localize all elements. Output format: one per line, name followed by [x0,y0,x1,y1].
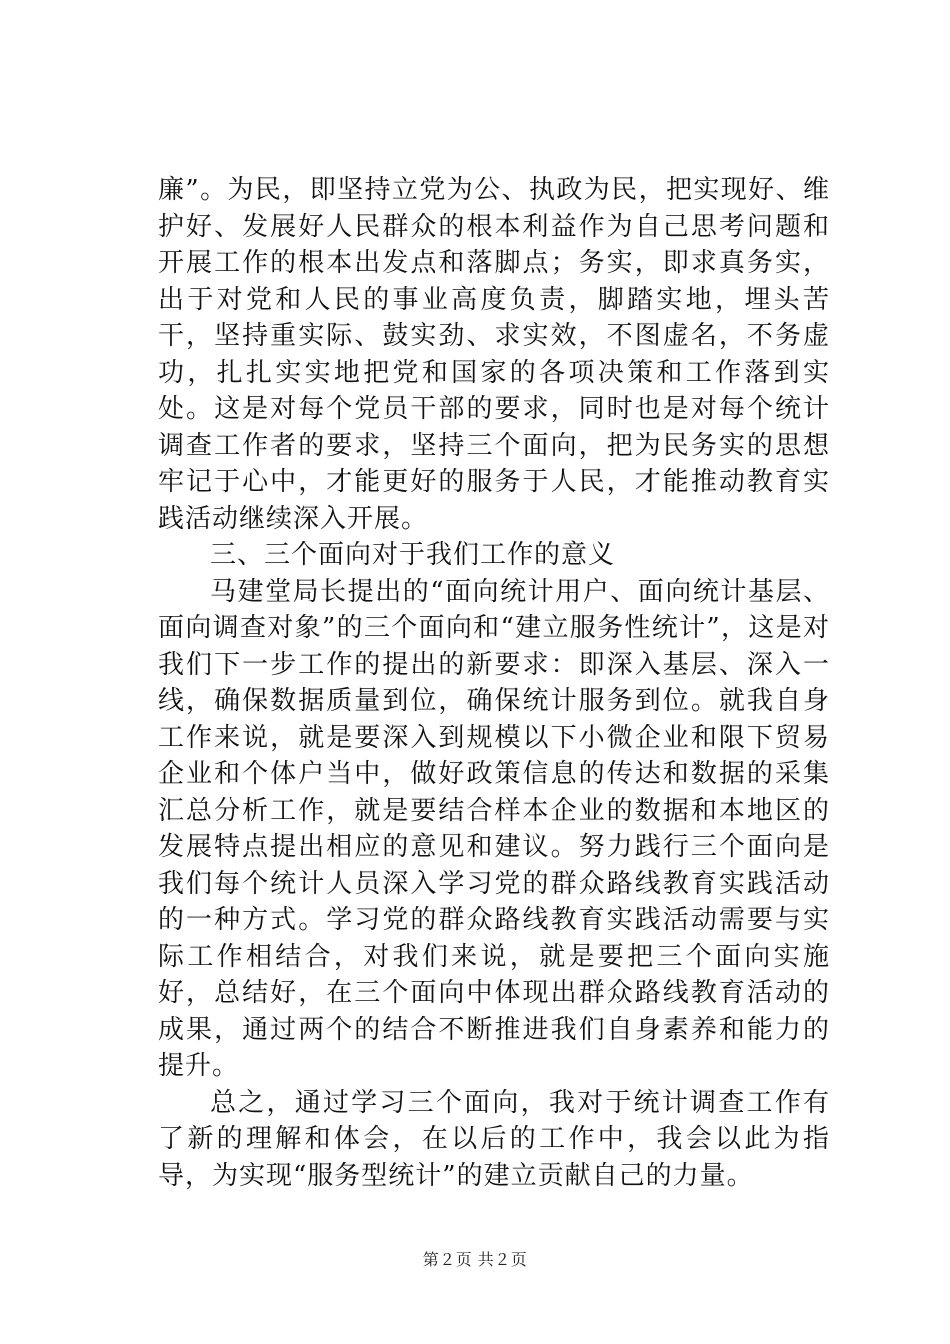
paragraph-conclusion: 总之，通过学习三个面向，我对于统计调查工作有了新的理解和体会，在以后的工作中，我会以此为指导，为实现“服务型统计”的建立贡献自己的力量。 [158,1087,830,1191]
paragraph: 马建堂局长提出的“面向统计用户、面向统计基层、面向调查对象”的三个面向和“建立服务性统计”，这是对我们下一步工作的提出的新要求：即深入基层、深入一线，确保数据质量到位，确保统计服务到位。就我自身工作来说，就是要深入到规模以下小微企业和限下贸易企业和个体户当中，做好政策信息的传达和数据的采集汇总分析工作，就是要结合样本企业的数据和本地区的发展特点提出相应的意见和建议。努力践行三个面向是我们每个统计人员深入学习党的群众路线教育实践活动的一种方式。学习党的群众路线教育实践活动需要与实际工作相结合，对我们来说，就是要把三个面向实施好，总结好，在三个面向中体现出群众路线教育活动的成果，通过两个的结合不断推进我们自身素养和能力的提升。 [158,576,830,1081]
paragraph-continuation: 廉”。为民，即坚持立党为公、执政为民，把实现好、维护好、发展好人民群众的根本利益作为自己思考问题和开展工作的根本出发点和落脚点；务实，即求真务实，出于对党和人民的事业高度负责，脚踏实地，埋头苦干，坚持重实际、鼓实劲、求实效，不图虚名，不务虚功，扎扎实实地把党和国家的各项决策和工作落到实处。这是对每个党员干部的要求，同时也是对每个统计调查工作者的要求，坚持三个面向，把为民务实的思想牢记于心中，才能更好的服务于人民，才能推动教育实践活动继续深入开展。 [158,175,830,534]
section-heading: 三、三个面向对于我们工作的意义 [210,540,616,570]
document-body [158,172,830,1194]
page-number-footer: 第２页 共２页 [422,1250,528,1269]
